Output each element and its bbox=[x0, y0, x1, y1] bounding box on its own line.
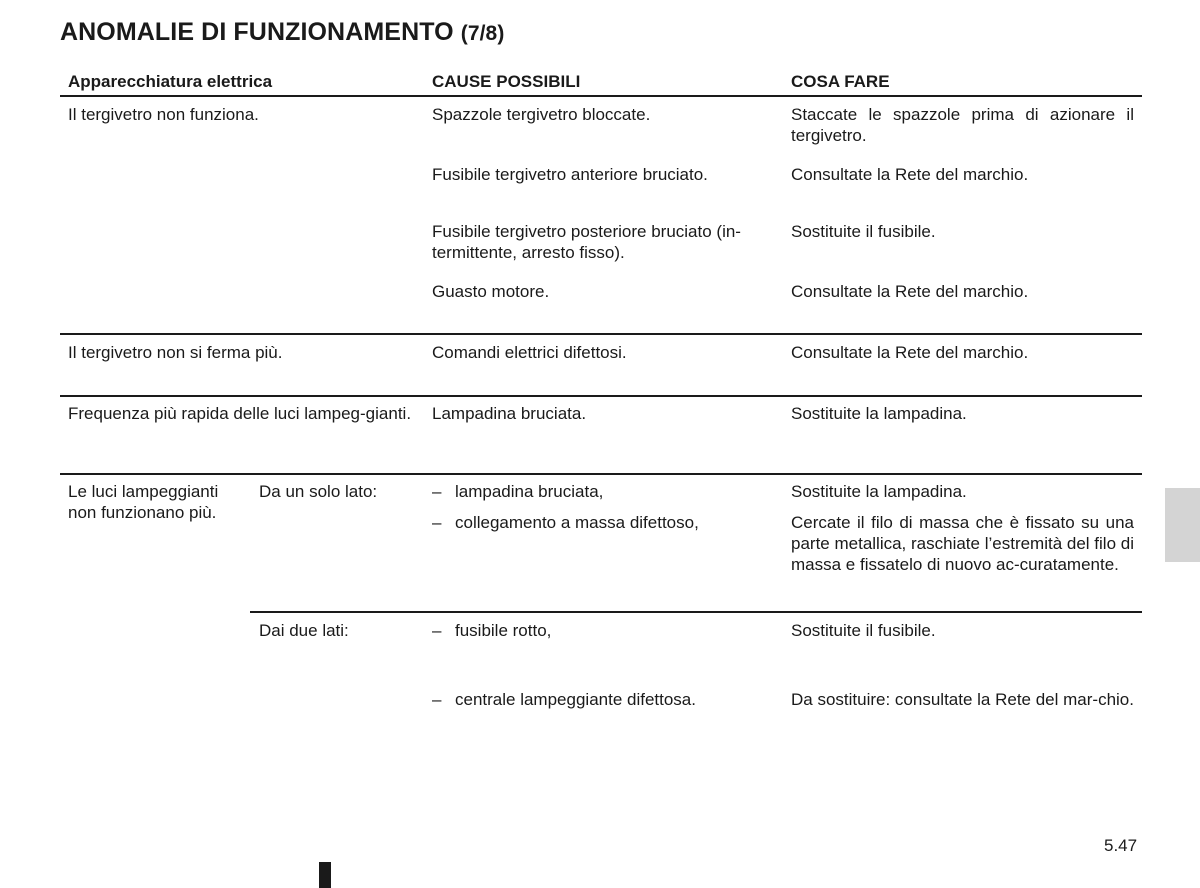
row4-sub1-cause-1: lampadina bruciata, bbox=[455, 482, 604, 501]
row-divider bbox=[60, 395, 1142, 397]
bullet-dash: – bbox=[432, 482, 442, 501]
row1-cause-3: Fusibile tergivetro posteriore bruciato (in-termittente, arresto fisso). bbox=[432, 222, 741, 262]
row-divider bbox=[60, 473, 1142, 475]
row1-cause-2: Fusibile tergivetro anteriore bruciato. bbox=[432, 165, 708, 184]
row1-remedy-2: Consultate la Rete del marchio. bbox=[791, 165, 1029, 184]
row4-sub2-label: Dai due lati: bbox=[259, 621, 349, 640]
row1-symptom: Il tergivetro non funziona. bbox=[68, 105, 259, 124]
page-title bbox=[60, 18, 504, 47]
row4-sub2-remedy-1: Sostituite il fusibile. bbox=[791, 621, 936, 640]
row-divider bbox=[60, 333, 1142, 335]
row4-sub2-remedy-2: Da sostituire: consultate la Rete del mar-chio. bbox=[791, 690, 1134, 709]
row3-cause-1: Lampadina bruciata. bbox=[432, 404, 587, 423]
row4-sub1-remedy-1: Sostituite la lampadina. bbox=[791, 482, 967, 501]
row1-remedy-4: Consultate la Rete del marchio. bbox=[791, 282, 1029, 301]
row2-cause-1: Comandi elettrici difettosi. bbox=[432, 343, 627, 362]
crop-mark bbox=[319, 862, 331, 888]
row4-sub1-label: Da un solo lato: bbox=[259, 482, 378, 501]
bullet-dash: – bbox=[432, 690, 442, 709]
page-title-suffix: (7/8) bbox=[460, 22, 505, 45]
row3-remedy-1: Sostituite la lampadina. bbox=[791, 404, 967, 423]
bullet-dash: – bbox=[432, 621, 442, 640]
row1-remedy-1: Staccate le spazzole prima di azionare il tergivetro. bbox=[791, 105, 1134, 145]
bullet-dash: – bbox=[432, 513, 442, 532]
row1-cause-4: Guasto motore. bbox=[432, 282, 550, 301]
row1-remedy-3: Sostituite il fusibile. bbox=[791, 222, 936, 241]
header-rule bbox=[60, 95, 1142, 97]
chapter-tab bbox=[1165, 488, 1200, 562]
subgroup-divider bbox=[250, 611, 1142, 613]
header-causes: CAUSE POSSIBILI bbox=[432, 72, 581, 91]
row4-sub2-cause-1: fusibile rotto, bbox=[455, 621, 552, 640]
page-title-text: ANOMALIE DI FUNZIONAMENTO bbox=[60, 18, 454, 46]
row4-sub1-cause-2: collegamento a massa difettoso, bbox=[455, 513, 699, 532]
row4-symptom: Le luci lampeggianti non funzionano più. bbox=[68, 482, 219, 522]
header-remedy: COSA FARE bbox=[791, 72, 890, 91]
row4-sub2-cause-2: centrale lampeggiante difettosa. bbox=[455, 690, 696, 709]
row2-symptom: Il tergivetro non si ferma più. bbox=[68, 343, 283, 362]
row3-symptom: Frequenza più rapida delle luci lampeg-gianti. bbox=[68, 404, 412, 423]
row2-remedy-1: Consultate la Rete del marchio. bbox=[791, 343, 1029, 362]
header-device: Apparecchiatura elettrica bbox=[68, 72, 273, 91]
row4-sub1-remedy-2: Cercate il filo di massa che è fissato su una parte metallica, raschiate l’estremità del filo di massa e fissatelo di nuovo ac-curatamente. bbox=[791, 513, 1134, 574]
page-number: 5.47 bbox=[1104, 836, 1138, 855]
row1-cause-1: Spazzole tergivetro bloccate. bbox=[432, 105, 651, 124]
